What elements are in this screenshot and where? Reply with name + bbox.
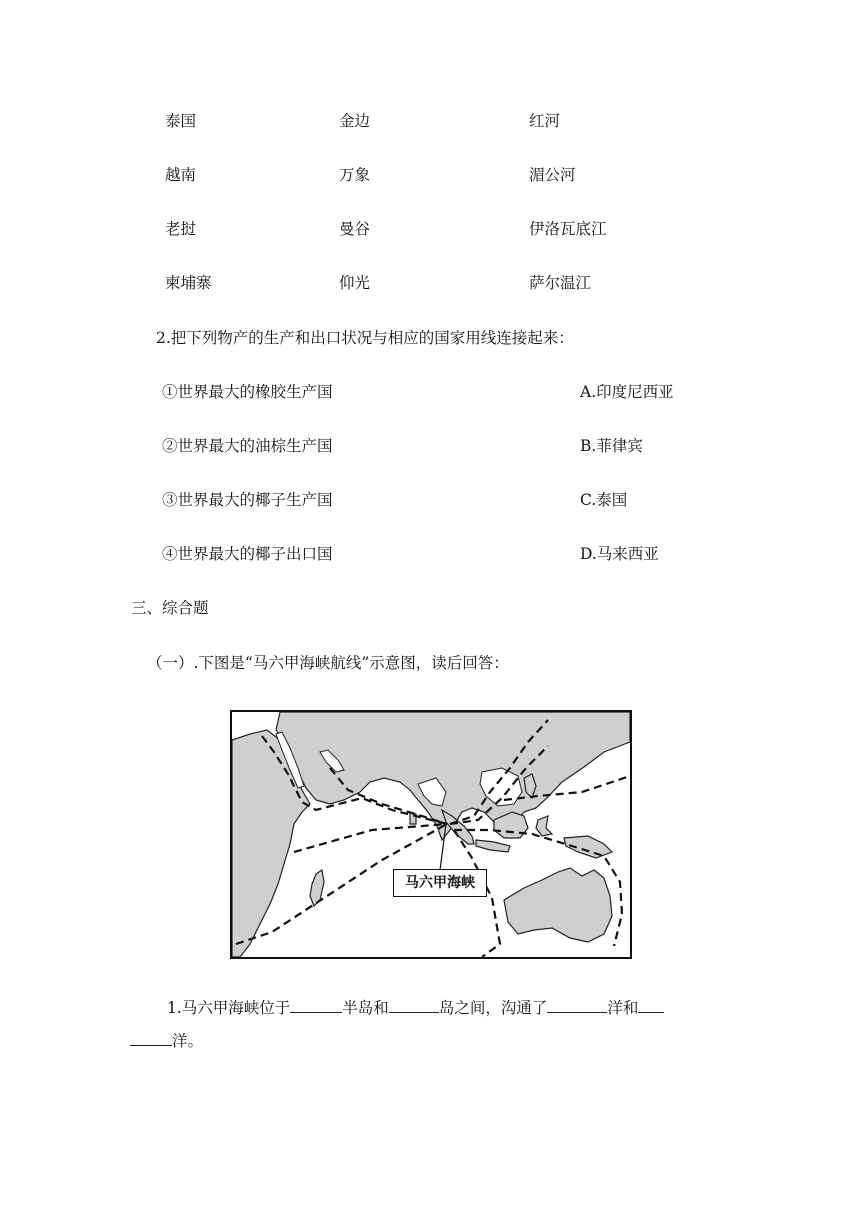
capital-item: 万象 [339, 166, 371, 184]
section-intro: （一）.下图是“马六甲海峡航线”示意图，读后回答： [147, 654, 509, 672]
river-item: 红河 [529, 112, 561, 130]
product-item: ①世界最大的橡胶生产国 [162, 383, 333, 401]
fill-in-question-line2 [130, 1030, 203, 1051]
country-option: B.菲律宾 [580, 437, 643, 455]
route-cape-north [294, 824, 447, 852]
question-text: 洋。 [172, 1032, 204, 1050]
product-item: ②世界最大的油棕生产国 [162, 437, 333, 455]
country-item: 柬埔寨 [165, 274, 212, 292]
country-option: A.印度尼西亚 [580, 383, 674, 401]
river-item: 伊洛瓦底江 [529, 220, 607, 238]
fill-in-question-line1 [167, 997, 664, 1018]
capital-item: 曼谷 [339, 220, 371, 238]
country-item: 泰国 [165, 112, 197, 130]
country-item: 越南 [165, 166, 197, 184]
country-option: C.泰国 [580, 491, 628, 509]
answer-blank[interactable] [290, 997, 342, 1013]
river-item: 湄公河 [529, 166, 576, 184]
question-text: 岛之间，沟通了 [438, 999, 548, 1017]
capital-item: 仰光 [339, 274, 371, 292]
answer-blank[interactable] [547, 997, 607, 1013]
question-text: 洋和 [607, 999, 639, 1017]
australia-landmass [504, 868, 612, 942]
country-item: 老挝 [165, 220, 197, 238]
question-text: 半岛和 [342, 999, 389, 1017]
question-text: 1.马六甲海峡位于 [167, 999, 291, 1017]
section-heading: 三、综合题 [131, 599, 209, 617]
river-item: 萨尔温江 [529, 274, 592, 292]
answer-blank[interactable] [389, 997, 439, 1013]
product-item: ③世界最大的椰子生产国 [162, 491, 333, 509]
new-guinea-island [564, 836, 612, 858]
malacca-strait-route-map [230, 710, 632, 959]
sulawesi-island [536, 816, 552, 836]
malacca-strait-label: 马六甲海峡 [393, 869, 487, 897]
map-drawing [232, 712, 630, 957]
java-island [476, 840, 510, 852]
answer-blank[interactable] [130, 1030, 172, 1046]
question-2-prompt: 2.把下列物产的生产和出口状况与相应的国家用线连接起来： [156, 329, 574, 347]
capital-item: 金边 [339, 112, 371, 130]
country-option: D.马来西亚 [580, 545, 659, 563]
product-item: ④世界最大的椰子出口国 [162, 545, 333, 563]
answer-blank[interactable] [638, 997, 664, 1013]
